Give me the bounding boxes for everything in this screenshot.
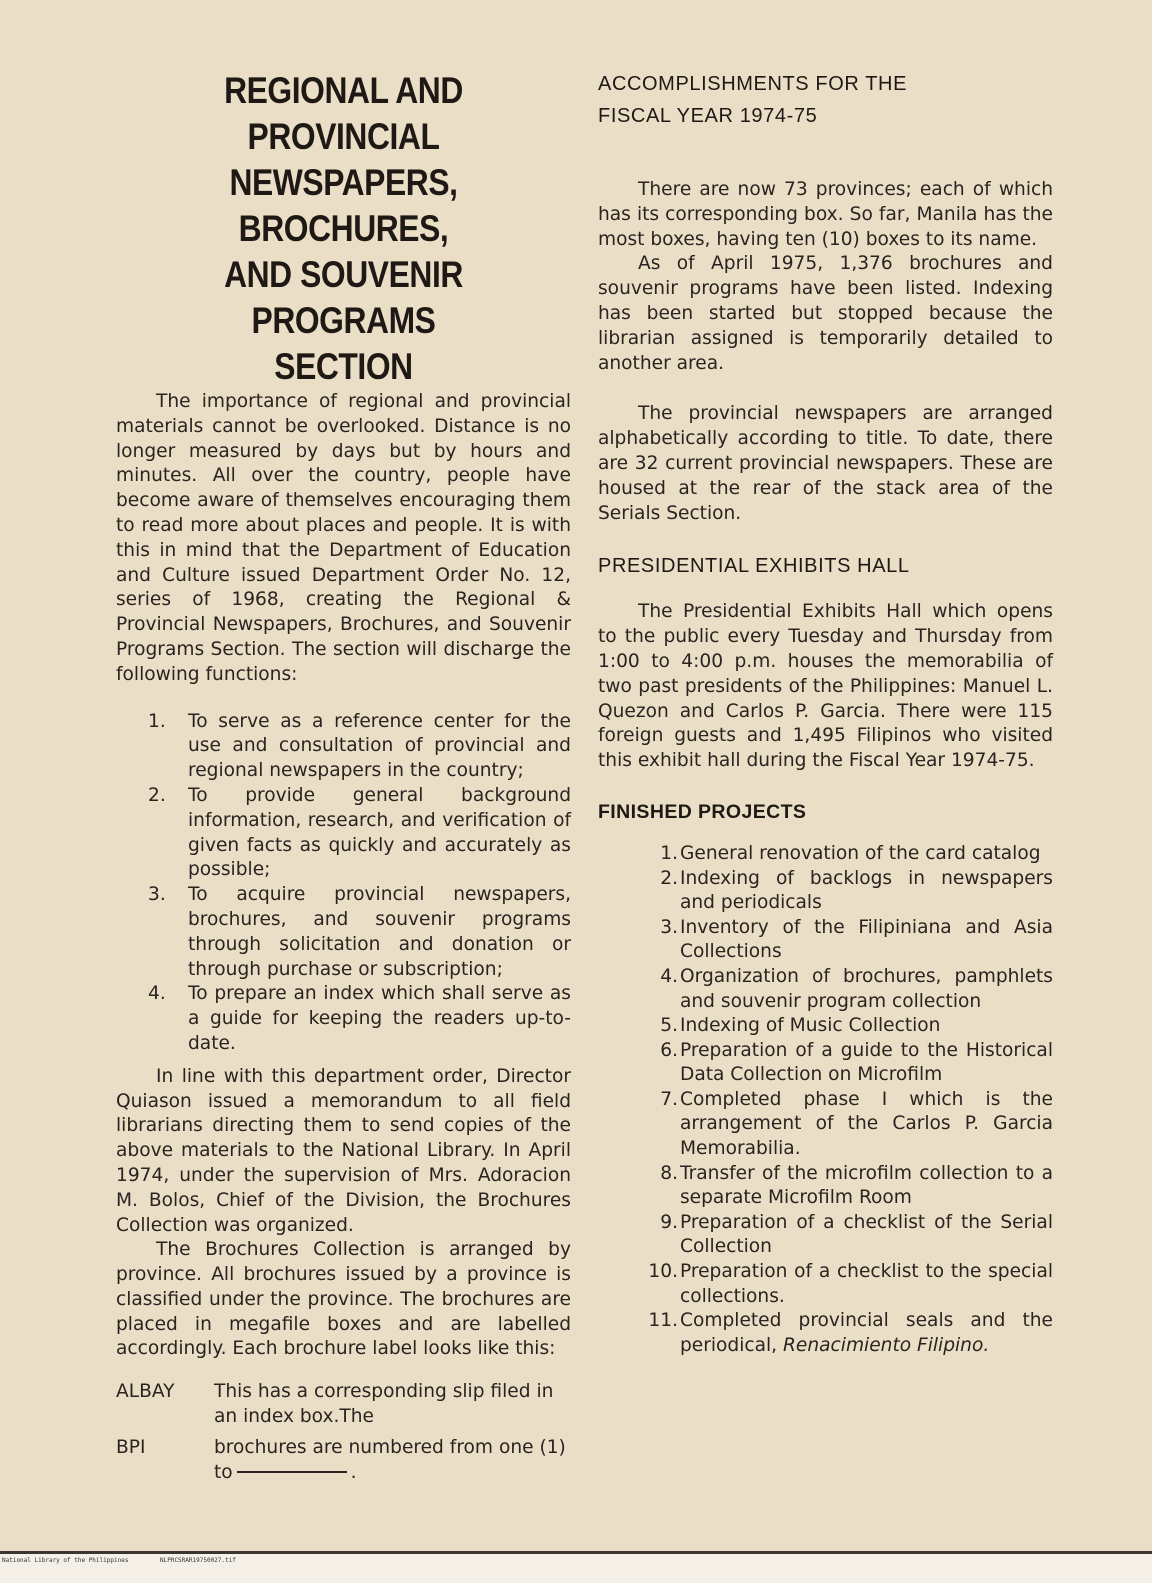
memorandum-paragraph: In line with this department order, Director Quiason issued a memorandum to all field librarians directing them to send copies of the above materials to the National Library. In April 1974, under the supervision of Mrs. Adoracion M. Bolos, Chief of the Division, the Brochures Collection was organized. [116,1065,571,1236]
list-number: 11. [648,1310,678,1332]
title-line: NEWSPAPERS, BROCHURES, [229,162,458,249]
list-number: 3. [148,884,166,906]
list-item [650,1039,1053,1088]
list-item [650,1014,1053,1039]
list-text: Indexing of Music Collection [680,1015,941,1037]
title-line: REGIONAL AND PROVINCIAL [224,70,463,157]
list-item [650,1162,1053,1211]
listing-paragraph: As of April 1975, 1,376 brochures and souvenir programs have been listed. Indexing has been started but stopped because the librarian assigned is temporarily detailed to another area. [598,253,1053,374]
label-value-text: brochures are numbered from one (1) to [214,1436,566,1483]
list-item [650,842,1053,867]
list-text: Preparation of a guide to the Historical Data Collection on Microfilm [680,1039,1053,1086]
list-number: 1. [660,842,678,864]
right-column [598,68,1053,1358]
list-number: 6. [660,1039,678,1061]
list-text: Preparation of a checklist of the Serial Collection [680,1211,1053,1258]
list-item [148,710,571,784]
list-text: Indexing of backlogs in newspapers and periodicals [680,867,1053,914]
list-number: 1. [148,710,166,732]
list-text: To serve as a reference center for the use and consultation of provincial and regional newspapers in the country; [188,710,571,782]
periodical-title: Renacimiento Filipino. [783,1334,990,1356]
projects-list [650,842,1053,1358]
label-row [116,1380,571,1430]
functions-list [148,710,571,1057]
label-value-end: . [350,1461,357,1483]
list-number: 8. [660,1162,678,1184]
list-item [148,883,571,982]
list-text: General renovation of the card catalog [680,842,1041,864]
list-text: Preparation of a checklist to the special collections. [680,1261,1053,1307]
list-item [650,867,1053,916]
footer-filename: NLPRCSRAR19750027.tif [160,1557,236,1564]
accomplishments-heading: ACCOMPLISHMENTS FOR THE FISCAL YEAR 1974-75 [598,73,908,127]
label-value: This has a corresponding slip filed in an index box.The [214,1381,554,1428]
list-item [148,784,571,883]
label-example [116,1380,571,1485]
list-number: 3. [660,916,678,938]
label-value [214,1436,571,1486]
list-number: 2. [148,784,166,806]
blank-line [237,1471,347,1473]
list-text: Completed provincial seals and the periodical, [680,1310,1053,1356]
list-item [650,1211,1053,1260]
provinces-paragraph: There are now 73 provinces; each of which has its corresponding box. So far, Manila has the most boxes, having ten (10) boxes to its name. [598,179,1053,250]
intro-paragraph: The importance of regional and provincial materials cannot be overlooked. Distance is no longer measured by days but by hours and minutes. All over the country, people have become aware of themselves encouraging them to read more about places and people. It is with this in mind that the Department of Education and Culture issued Department Order No. 12, series of 1968, creating the Regional & Provincial Newspapers, Brochures, and Souvenir Programs Section. The section will discharge the following functions: [116,391,571,685]
exhibits-paragraph: The Presidential Exhibits Hall which opens to the public every Tuesday and Thursday from 1:00 to 4:00 p.m. houses the memorabilia of two past presidents of the Philippines: Manuel L. Quezon and Carlos P. Garcia. There were 115 foreign guests and 1,495 Filipinos who visited this exhibit hall during the Fiscal Year 1974-75. [598,601,1053,772]
list-item [650,1309,1053,1358]
list-number: 9. [660,1211,678,1233]
list-number: 10. [648,1261,678,1283]
list-text: To prepare an index which shall serve as a guide for keeping the readers up-to-date. [188,983,571,1054]
list-item [148,982,571,1056]
list-text: Organization of brochures, pamphlets and souvenir program collection [680,965,1053,1012]
newspapers-paragraph: The provincial newspapers are arranged alphabetically according to title. To date, there are 32 current provincial newspapers. These are housed at the rear of the stack area of the Serials Section. [598,403,1053,524]
list-number: 2. [660,867,678,889]
list-item [650,1260,1053,1309]
list-text: To acquire provincial newspapers, brochures, and souvenir programs through solicitation and donation or through purchase or subscription; [188,884,571,980]
list-item [650,916,1053,965]
scan-footer [0,1554,1152,1583]
list-text: Completed phase I which is the arrangement of the Carlos P. Garcia Memorabilia. [680,1088,1053,1160]
list-number: 7. [660,1088,678,1110]
list-number: 5. [660,1015,678,1037]
label-key: BPI [116,1436,146,1458]
label-row [116,1436,571,1486]
left-column [116,68,571,1491]
title-line: SECTION [274,346,413,387]
list-text: Inventory of the Filipiniana and Asia Collections [680,916,1053,963]
title-line: AND SOUVENIR PROGRAMS [224,254,463,341]
list-item [650,1088,1053,1162]
section-title [148,68,539,390]
footer-source: National Library of the Philippines [2,1557,129,1564]
projects-heading: FINISHED PROJECTS [598,800,807,823]
list-text: To provide general background information, research, and verification of given facts as quickly and accurately as possible; [188,784,571,881]
label-key: ALBAY [116,1381,175,1403]
brochures-paragraph: The Brochures Collection is arranged by province. All brochures issued by a province is classified under the province. The brochures are placed in megafile boxes and are labelled accordingly. Each brochure label looks like this: [116,1239,571,1360]
list-number: 4. [660,965,678,987]
list-number: 4. [148,983,166,1005]
list-text: Transfer of the microfilm collection to a separate Microfilm Room [680,1162,1053,1209]
list-item [650,965,1053,1014]
exhibits-heading: PRESIDENTIAL EXHIBITS HALL [598,555,910,578]
